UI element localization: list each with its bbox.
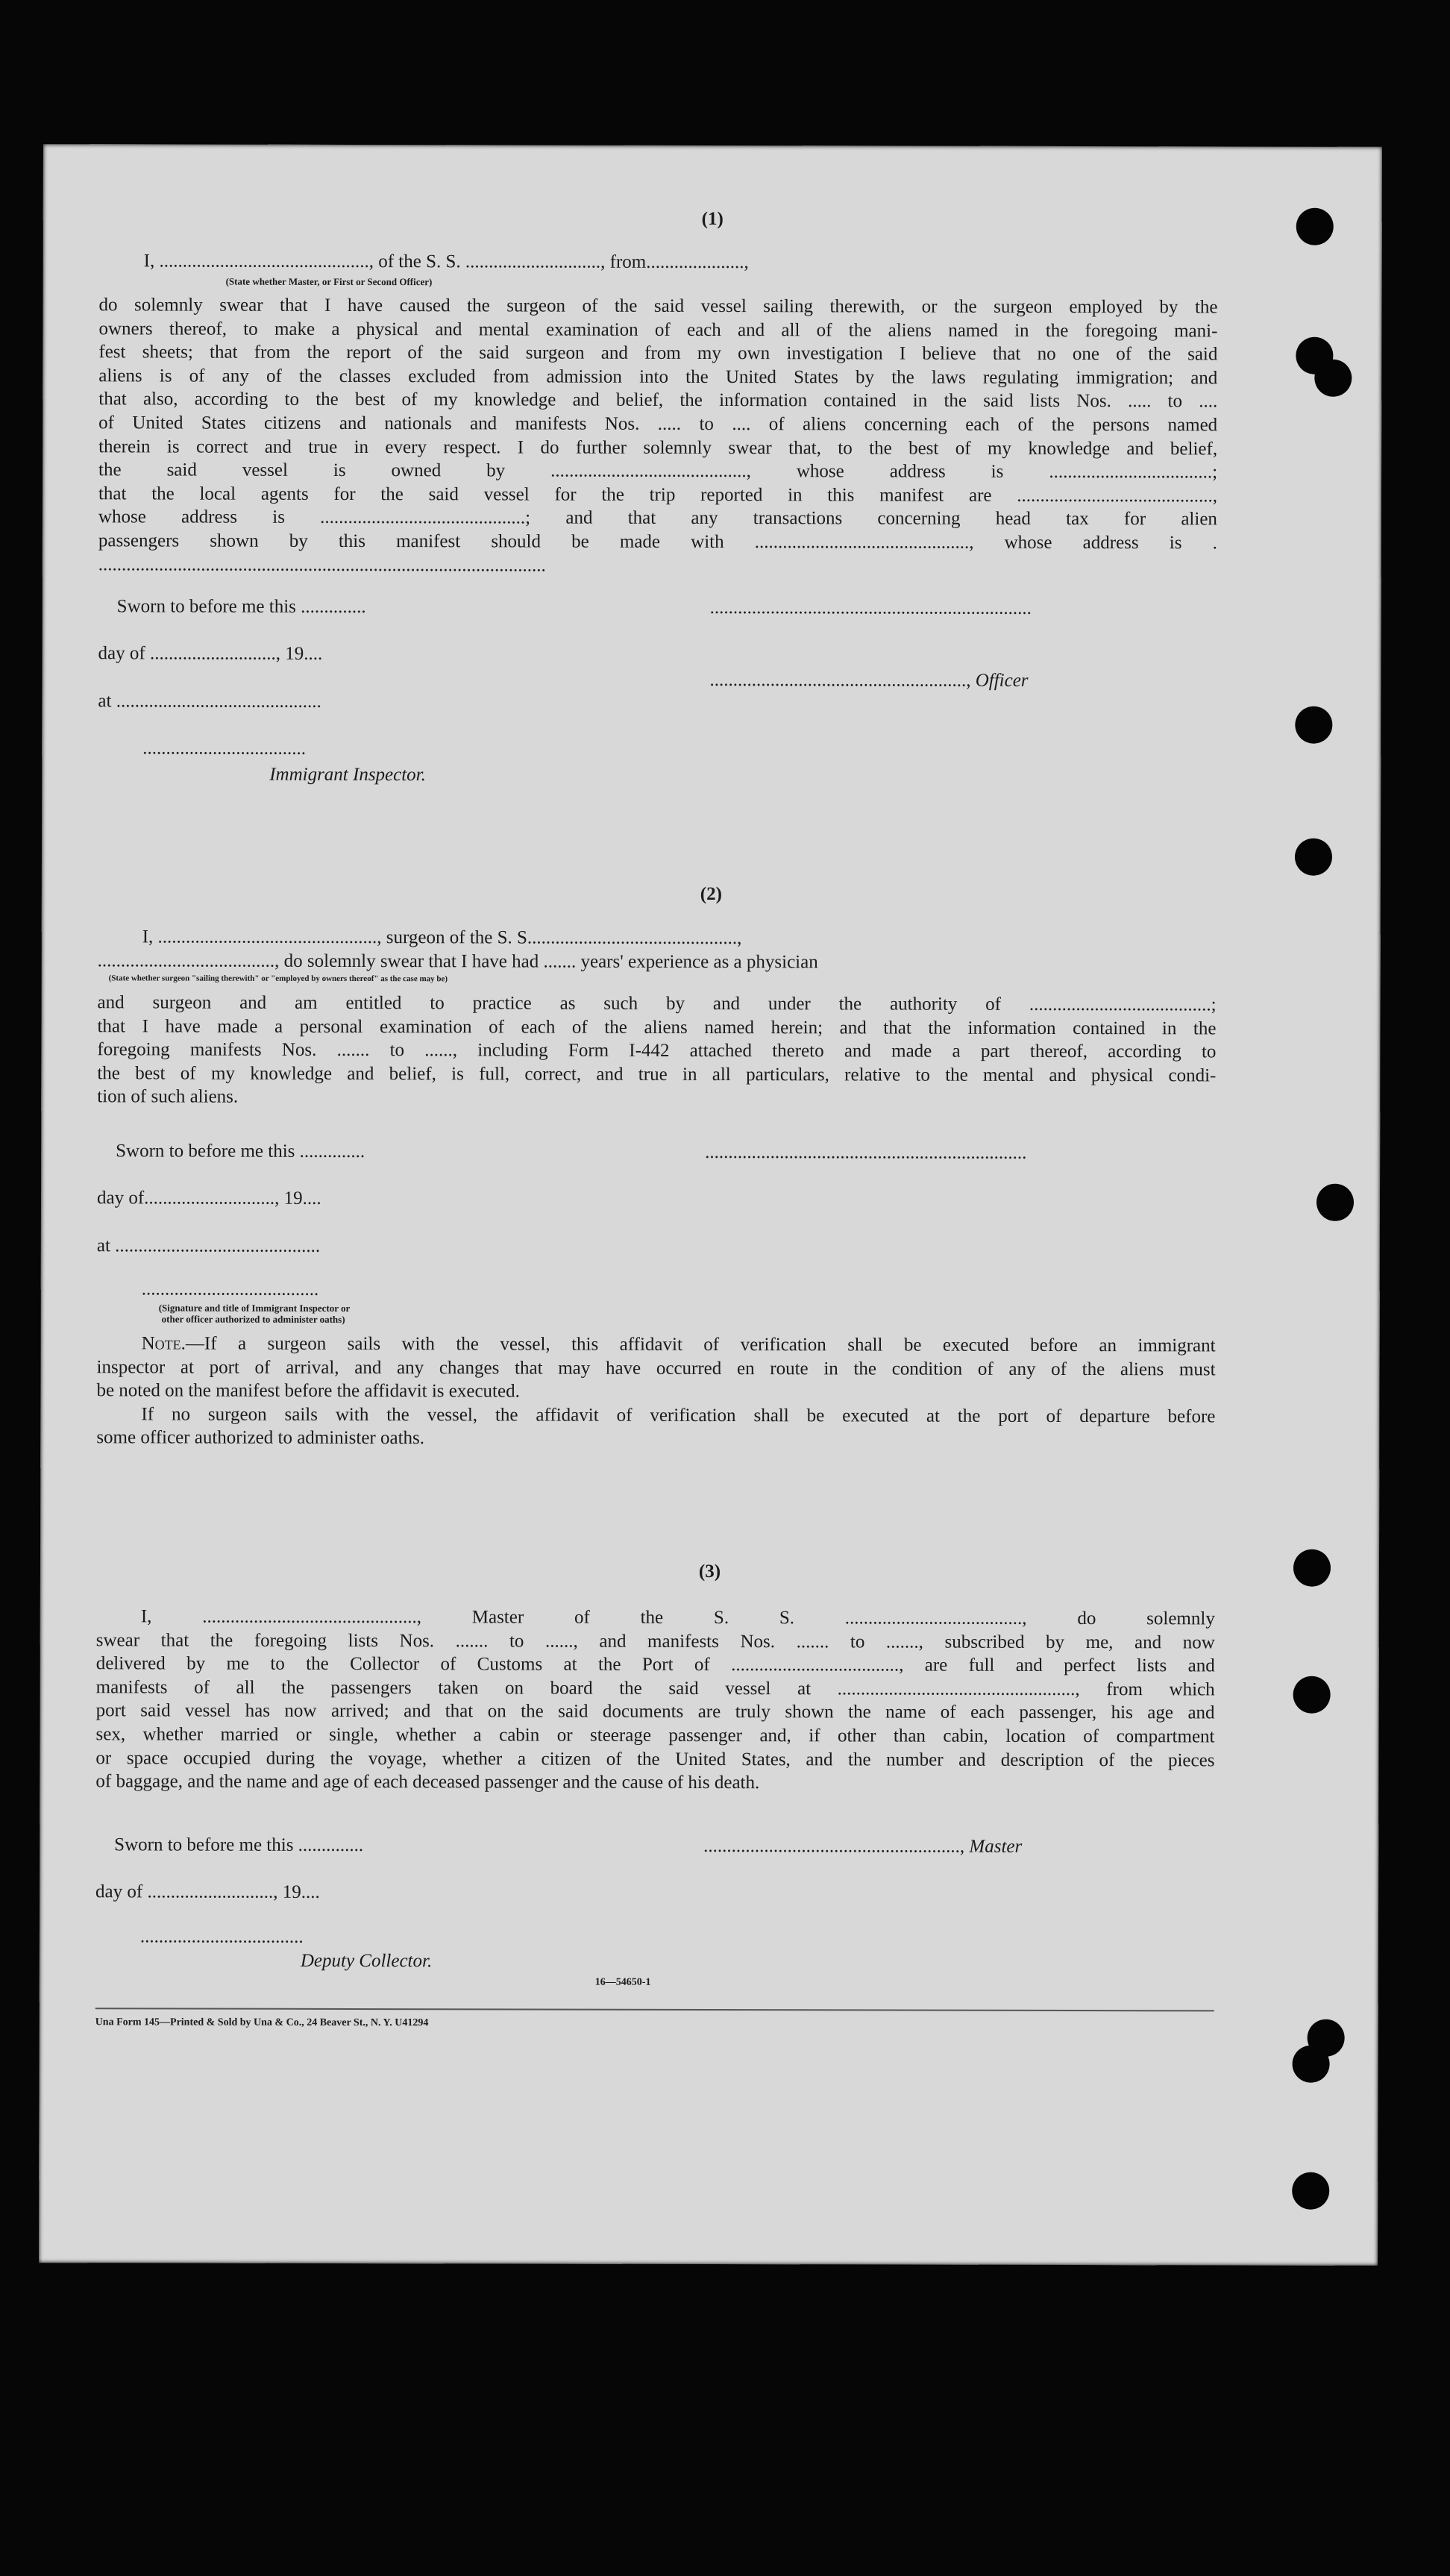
body-line: port said vessel has now arrived; and that on the said documents are truly shown the name of each passenger, his age and — [95, 1700, 1215, 1723]
body-line: the said vessel is owned by .........................................., whose address is ...................................; — [98, 460, 1218, 483]
body-line: I, .............................................., Master of the S. S. ......................................, do solemnly — [140, 1606, 1215, 1629]
body-line: fest sheets; that from the report of the said surgeon and from my own investigation I believe that no one of the said — [98, 342, 1218, 365]
master-title: Master — [969, 1836, 1023, 1857]
section-2-signature-dots: ...................................... — [141, 1279, 319, 1300]
collector-signature-dots: ................................... — [139, 1926, 304, 1947]
note-heading: Note. — [141, 1333, 186, 1354]
footer-rule — [95, 2008, 1214, 2011]
section-2-number: (2) — [700, 883, 722, 905]
body-line: do solemnly swear that I have caused the surgeon of the said vessel sailing therewith, or the surgeon employed by the — [98, 295, 1218, 318]
punch-hole — [1316, 1184, 1354, 1221]
body-line: that also, according to the best of my knowledge and belief, the information contained in the said lists Nos. ..... to .... — [98, 389, 1218, 412]
note-line: be noted on the manifest before the affidavit is executed. — [96, 1380, 520, 1402]
note-line: some officer authorized to administer oaths. — [96, 1427, 425, 1449]
section-3-number: (3) — [698, 1561, 721, 1582]
section-1-day: day of ..........................., 19.... — [98, 643, 323, 664]
printer-imprint: Una Form 145—Printed & Sold by Una & Co., 24 Beaver St., N. Y. U41294 — [95, 2016, 429, 2029]
body-line: that I have made a personal examination of each of the aliens named herein; and that the information contained in the — [97, 1015, 1217, 1039]
inspector-signature-dots: ................................... — [142, 738, 307, 759]
section-1-note: (State whether Master, or First or Second Officer) — [225, 275, 433, 288]
section-3-master-line — [703, 1835, 1022, 1858]
section-2-sworn: Sworn to before me this .............. — [116, 1141, 365, 1162]
note-text: —If a surgeon sails with the vessel, this affidavit of verification shall be executed before an immigrant — [185, 1333, 1216, 1356]
body-line: the best of my knowledge and belief, is full, correct, and true in all particulars, relative to the mental and physical condi- — [97, 1063, 1217, 1086]
punch-hole — [1293, 1676, 1331, 1714]
section-2-signature-note: (Signature and title of Immigrant Inspector or — [158, 1302, 351, 1314]
body-line: that the local agents for the said vessel for the trip reported in this manifest are .........................................., — [98, 483, 1218, 507]
section-2-body — [97, 991, 1216, 1111]
section-2-line2: ......................................, do solemnly swear that I have had ....... years' experience as a physician — [97, 950, 818, 973]
punch-hole — [1293, 2046, 1330, 2083]
body-line: swear that the foregoing lists Nos. ....... to ......, and manifests Nos. ....... to ......., subscribed by me, and now — [95, 1629, 1215, 1653]
body-line: manifests of all the passengers taken on board the said vessel at ..................................................., from which — [95, 1677, 1215, 1700]
section-1-number: (1) — [701, 208, 724, 230]
punch-hole — [1295, 706, 1332, 744]
punch-hole — [1295, 839, 1332, 876]
section-3-day: day of ..........................., 19.... — [95, 1881, 320, 1902]
body-line: or space occupied during the voyage, whether a citizen of the United States, and the number and description of the pieces — [95, 1747, 1215, 1770]
section-1-body — [98, 293, 1218, 578]
body-line: tion of such aliens. — [97, 1086, 239, 1108]
body-line: foregoing manifests Nos. ....... to ......, including Form I-442 attached thereto and made a part thereof, according to — [97, 1039, 1217, 1062]
note-line — [97, 1332, 1216, 1358]
body-line: ................................................................................................ — [98, 554, 546, 576]
body-line: sex, whether married or single, whether a cabin or steerage passenger and, if other than cabin, location of compartment — [95, 1724, 1215, 1747]
officer-title: Officer — [975, 670, 1029, 691]
body-line: passengers shown by this manifest should be made with .............................................., whose address is . — [98, 530, 1217, 554]
section-2-note-block — [96, 1332, 1215, 1452]
section-2-note: (State whether surgeon "sailing therewith" or "employed by owners thereof" as the case may be) — [108, 974, 448, 984]
section-2-signature-note: other officer authorized to administer oaths) — [161, 1313, 345, 1325]
note-line: If no surgeon sails with the vessel, the affidavit of verification shall be executed at the port of departure before — [141, 1404, 1216, 1427]
body-line: delivered by me to the Collector of Customs at the Port of ...................................., are full and perfect lists and — [95, 1653, 1215, 1676]
section-1-at: at ............................................ — [98, 691, 321, 712]
collector-title: Deputy Collector. — [300, 1950, 433, 1972]
section-2-line1: I, ..............................................., surgeon of the S. S............................................., — [142, 927, 742, 949]
body-line: whose address is ............................................; and that any transactions concerning head tax for alien — [98, 507, 1217, 530]
section-1-officer-line — [709, 669, 1028, 692]
section-3-body — [95, 1605, 1215, 1796]
section-3-sworn: Sworn to before me this .............. — [114, 1834, 364, 1856]
body-line: of United States citizens and nationals and manifests Nos. ..... to .... of aliens concerning each of the persons named — [98, 413, 1218, 436]
manifest-affidavit-page — [39, 144, 1382, 2266]
section-2-at: at ............................................ — [96, 1235, 321, 1256]
body-line: owners thereof, to make a physical and mental examination of each and all of the aliens named in the foregoing mani- — [98, 318, 1218, 342]
body-line: of baggage, and the name and age of each deceased passenger and the cause of his death. — [95, 1771, 760, 1793]
inspector-title: Immigrant Inspector. — [269, 764, 426, 786]
body-line: therein is correct and true in every respect. I do further solemnly swear that, to the best of my knowledge and belief, — [98, 436, 1218, 459]
section-1-sworn-signature: ..................................................................... — [709, 597, 1032, 618]
section-1-line1: I, ............................................., of the S. S. ............................., from....................., — [143, 251, 749, 273]
section-2-sworn-signature: ..................................................................... — [705, 1141, 1027, 1163]
master-dots: ......................................................., — [703, 1835, 970, 1857]
section-1-sworn: Sworn to before me this .............. — [116, 596, 366, 618]
body-line: and surgeon and am entitled to practice as such by and under the authority of .......................................; — [97, 992, 1217, 1015]
note-line: inspector at port of arrival, and any changes that may have occurred en route in the condition of any of the aliens must — [96, 1356, 1216, 1380]
punch-hole — [1292, 2172, 1329, 2210]
punch-hole — [1314, 360, 1352, 397]
section-2-day: day of............................, 19.... — [96, 1188, 321, 1209]
body-line: aliens is of any of the classes excluded from admission into the United States by the laws regulating immigration; and — [98, 366, 1218, 389]
form-code: 16—54650-1 — [594, 1976, 651, 1988]
officer-dots: ......................................................., — [709, 669, 976, 691]
